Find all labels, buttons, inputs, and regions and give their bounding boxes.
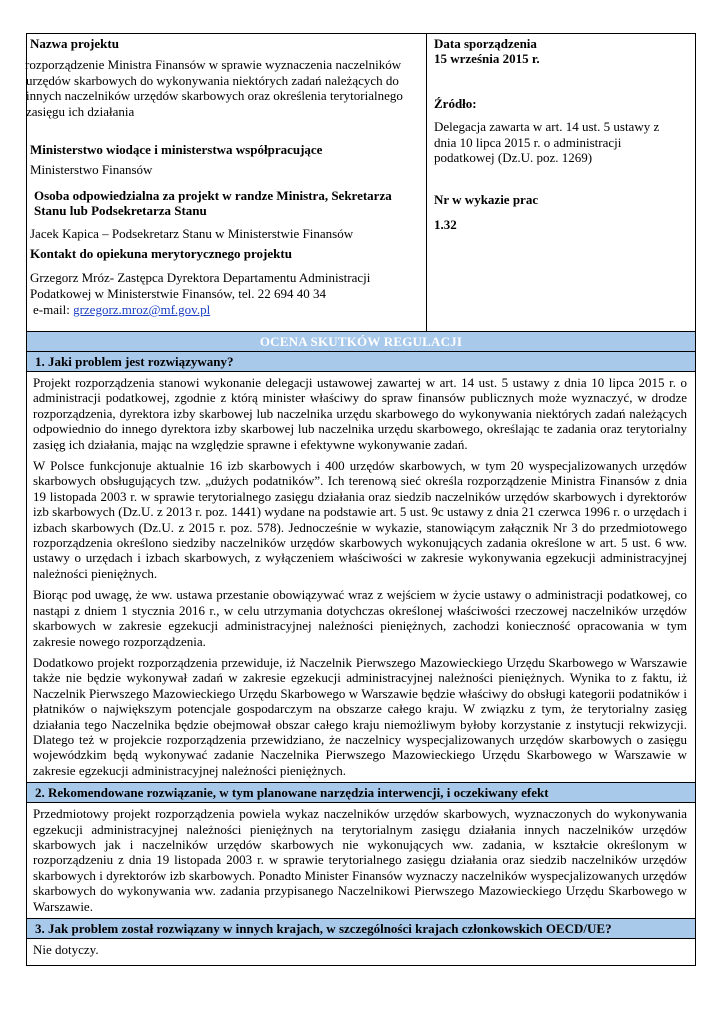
work-list-value: 1.32: [434, 216, 457, 232]
q3-body-row: [27, 939, 696, 966]
q1-paragraph: W Polsce funkcjonuje aktualnie 16 izb skarbowych i 400 urzędów skarbowych, w tym 20 wyspecjalizowanych urzędów skarbowych obsługujących tzw. „dużych podatników”. Ich terenową sieć określa rozporządzenie Ministra Finansów z dnia 19 listopada 2003 r. w sprawie terytorialnego zasięgu działania oraz siedzib naczelników urzędów skarbowych i dyrektorów izb skarbowych (Dz.U. z 2013 r. poz. 1441) wydane na podstawie art. 5 ust. 9c ustawy z dnia 21 czerwca 1996 r. o urzędach i izbach skarbowych (Dz.U. z 2015 r. poz. 578). Jednocześnie w wykazie, stanowiącym załącznik Nr 3 do przedmiotowego rozporządzenia określono siedziby naczelników urzędów skarbowych wykonujących zadania określone w art. 5 ust. 6 ww. ustawy o urzędach i izbach skarbowych, z wyłączeniem właściwości w zakresie wykonywania egzekucji administracyjnej należności pieniężnych.: [33, 458, 687, 581]
responsible-label: Osoba odpowiedzialna za projekt w randze Ministra, Sekretarza Stanu lub Podsekretarza Stanu: [34, 187, 392, 218]
contact-email-line: [27, 301, 426, 318]
work-list-label: Nr w wykazie prac: [434, 191, 539, 207]
q3-paragraph: Nie dotyczy.: [33, 942, 99, 957]
q3-body: [27, 939, 695, 961]
q1-body: [27, 372, 695, 782]
project-name-label: Nazwa projektu: [30, 36, 119, 51]
ministry-text: Ministerstwo Finansów: [30, 162, 153, 177]
ministry-label: Ministerstwo wiodące i ministerstwa współpracujące: [30, 142, 323, 157]
q1-paragraph: Dodatkowo projekt rozporządzenia przewiduje, iż Naczelnik Pierwszego Mazowieckiego Urzędu Skarbowego w Warszawie także nie będzie wykonywał zadań w zakresie egzekucji administracyjnej należności pieniężnych. Wynika to z faktu, iż Naczelnik Pierwszego Mazowieckiego Urzędu Skarbowego w Warszawie będzie właściwy do obsługi kategorii podatników i płatników o największym potencjale gospodarczym na obszarze całego kraju. W związku z tym, że terytorialny zasięg działania tego Naczelnika będzie obejmował obszar całego kraju niemożliwym byłoby korzystanie z instytucji rekwizycji. Dlatego też w projekcie rozporządzenia przewidziano, że naczelnicy wyspecjalizowanych urzędów skarbowych o zasięgu wojewódzkim będą wykonywać zadanie Naczelnika Pierwszego Mazowieckiego Urzędu Skarbowego w Warszawie w zakresie egzekucji administracyjnej należności pieniężnych.: [33, 654, 687, 778]
source-label: Źródło:: [434, 96, 477, 111]
q2-paragraph: Przedmiotowy projekt rozporządzenia powiela wykaz naczelników urzędów skarbowych, wyznaczonych do wykonywania egzekucji administracyjnej należności pieniężnych na terytorialnym zasięgu działania innych naczelników urzędów skarbowych jak i naczelników urzędów skarbowych nie wykonujących ww. zadania, w kształcie określonym w rozporządzeniu z dnia 19 listopada 2003 r. w sprawie terytorialnego zasięgu działania oraz siedzib naczelników urzędów skarbowych i dyrektorów izb skarbowych. Ponadto Minister Finansów wyznaczy naczelników wyspecjalizowanych urzędów skarbowych do wykonywania ww. zadania przypisanego Naczelnikowi Pierwszego Mazowieckiego Urzędu Skarbowego w Warszawie.: [33, 806, 687, 914]
project-info-cell: [27, 34, 427, 332]
q1-paragraph: Biorąc pod uwagę, że ww. ustawa przestanie obowiązywać wraz z wejściem w życie ustawy o administracji podatkowej, co nastąpi z dniem 1 stycznia 2016 r., w celu utrzymania dotychczas określonej właściwości rzeczowej naczelników urzędów skarbowych w zakresie egzekucji administracyjnej należności pieniężnych, zachodzi konieczność opracowania w tym zakresie nowego rozporządzenia.: [33, 587, 687, 649]
regulatory-impact-form: [26, 33, 695, 966]
q1-paragraph: Projekt rozporządzenia stanowi wykonanie delegacji ustawowej zawartej w art. 14 ust. 5 ustawy z dnia 10 lipca 2015 r. o administracji podatkowej, zgodnie z którą minister właściwy do spraw finansów publicznych może wyznaczyć, w drodze rozporządzenia, dyrektora izby skarbowej lub naczelnika urzędu skarbowego do wykonywania niektórych zadań należących odpowiednio do innego dyrektora izby skarbowej lub naczelnika urzędu skarbowego, określając te zadania oraz terytorialny zasięg ich działania, mając na względzie sprawne i efektywne wykonywanie zadań.: [33, 375, 687, 452]
section-title-row: [27, 332, 696, 352]
q1-title: 1. Jaki problem jest rozwiązywany?: [35, 354, 234, 369]
date-value: 15 września 2015 r.: [434, 51, 540, 66]
q1-title-row: [27, 352, 696, 372]
osr-table: [26, 33, 696, 966]
header-row: [27, 34, 696, 332]
contact-text: Grzegorz Mróz- Zastępca Dyrektora Departamentu Administracji Podatkowej w Ministerstwie Finansów, tel. 22 694 40 34: [30, 270, 371, 301]
q2-title: 2. Rekomendowane rozwiązanie, w tym planowane narzędzia interwencji, i oczekiwany efekt: [35, 785, 549, 801]
email-prefix: e-mail:: [33, 302, 74, 317]
source-text: Delegacja zawarta w art. 14 ust. 5 ustawy z dnia 10 lipca 2015 r. o administracji podatkowej (Dz.U. poz. 1269): [434, 119, 660, 165]
date-label: Data sporządzenia: [434, 36, 537, 51]
section-title: OCENA SKUTKÓW REGULACJI: [259, 334, 463, 349]
responsible-text: Jacek Kapica – Podsekretarz Stanu w Ministerstwie Finansów: [30, 225, 354, 241]
email-link[interactable]: grzegorz.mroz@mf.gov.pl: [73, 302, 211, 317]
q1-body-row: [27, 372, 696, 783]
contact-label: Kontakt do opiekuna merytorycznego projektu: [30, 246, 292, 261]
q3-title: 3. Jak problem został rozwiązany w innych krajach, w szczególności krajach członkowskich OECD/UE?: [35, 921, 612, 936]
q2-title-row: [27, 783, 696, 803]
q2-body: [27, 803, 695, 918]
q3-title-row: [27, 919, 696, 939]
meta-info-cell: [427, 34, 696, 332]
project-name-text: rozporządzenie Ministra Finansów w sprawie wyznaczenia naczelników urzędów skarbowych do wykonywania niektórych zadań należących do innych naczelników urzędów skarbowych oraz określenia terytorialnego zasięgu ich działania: [25, 57, 403, 119]
q2-body-row: [27, 803, 696, 919]
